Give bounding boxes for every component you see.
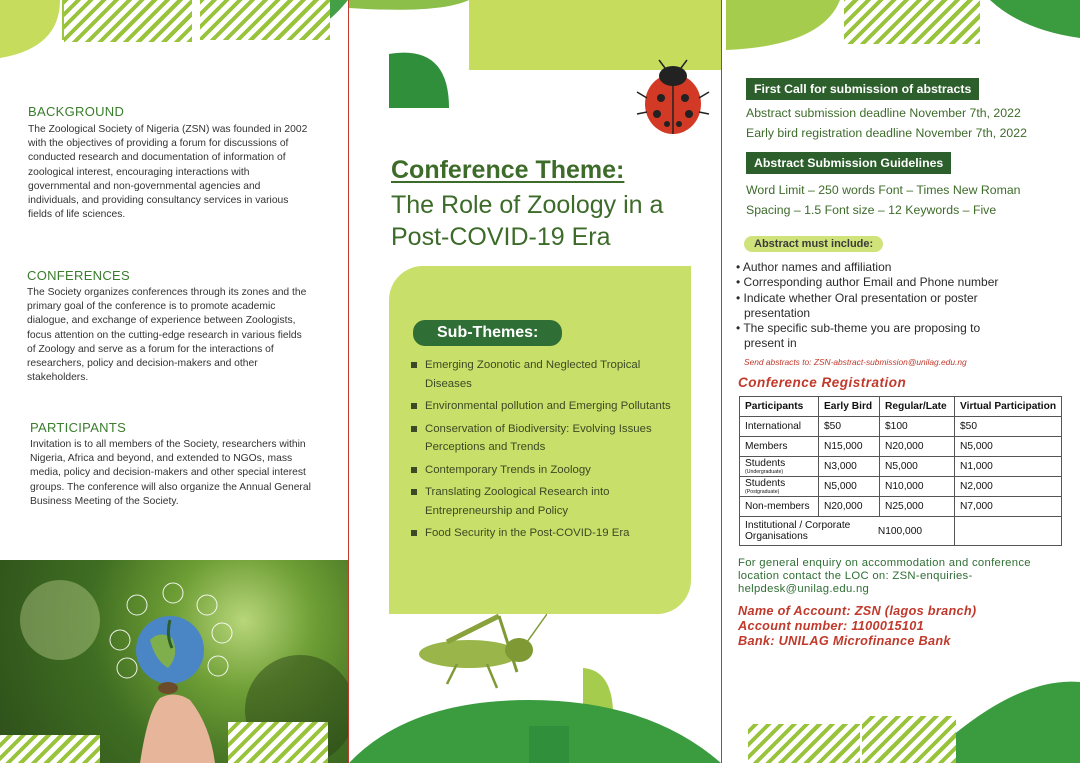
table-header: Virtual Participation xyxy=(955,397,1062,417)
account-number: Account number: 1100015101 xyxy=(738,619,924,633)
table-header: Participants xyxy=(740,397,819,417)
table-cell: N5,000 xyxy=(819,477,880,497)
table-cell: N25,000 xyxy=(880,497,955,517)
guideline-line: Spacing – 1.5 Font size – 12 Keywords – Five xyxy=(746,203,997,217)
institutional-value: N100,000 xyxy=(877,525,923,537)
conferences-title: CONFERENCES xyxy=(27,268,130,283)
table-cell: $50 xyxy=(955,417,1062,437)
list-item: Emerging Zoonotic and Neglected Tropical Diseases xyxy=(411,356,687,393)
table-cell: N2,000 xyxy=(955,477,1062,497)
send-abstracts-note: Send abstracts to: ZSN-abstract-submission@unilag.edu.ng xyxy=(744,357,967,367)
table-cell: International xyxy=(740,417,819,437)
table-cell: Members xyxy=(740,437,819,457)
stripe-pattern xyxy=(862,716,956,763)
panel-about xyxy=(0,0,348,763)
stripe-pattern xyxy=(0,735,100,763)
participants-text: Invitation is to all members of the Society, researchers within Nigeria, Africa and beyond, and extended to NGOs, mass media, policy and decision-makers and other special interest groups. The conference will also organize the Annual General Business Meeting of the Society. xyxy=(30,439,311,507)
panel-submission xyxy=(722,0,1080,763)
bottom-decoration xyxy=(349,650,721,763)
requirements-list xyxy=(736,260,1018,352)
table-cell: Non-members xyxy=(740,497,819,517)
table-cell xyxy=(740,477,819,497)
table-row xyxy=(740,437,1062,457)
stripe-pattern xyxy=(228,722,328,763)
table-cell: N10,000 xyxy=(880,477,955,497)
registration-table xyxy=(739,396,1062,546)
fold-line xyxy=(348,0,349,763)
conferences-text: The Society organizes conferences through its zones and the primary goal of the conference is to promote academic dialogue, and exchange of experience between Zoologists, focus attention on the cutting-edge research in various fields of Zoology and serve as a forum for the interactions of researchers, policy and decision-makers and other stakeholders. xyxy=(27,287,307,384)
subthemes-box xyxy=(389,266,691,614)
table-cell xyxy=(740,517,955,546)
table-row xyxy=(740,497,1062,517)
table-header: Early Bird xyxy=(819,397,880,417)
subthemes-label: Sub-Themes: xyxy=(413,320,562,346)
table-cell: N7,000 xyxy=(955,497,1062,517)
conference-theme xyxy=(391,156,711,253)
stripe-pattern xyxy=(748,724,860,763)
enquiry-text: For general enquiry on accommodation and conference location contact the LOC on: ZSN-enquiries-helpdesk@unilag.edu.ng xyxy=(738,557,1031,595)
stripe-pattern xyxy=(200,0,330,40)
earlybird-deadline: Early bird registration deadline November 7th, 2022 xyxy=(746,126,1027,140)
participant-label: Students xyxy=(745,478,786,489)
table-header: Regular/Late xyxy=(880,397,955,417)
bank-name: Bank: UNILAG Microfinance Bank xyxy=(738,634,951,648)
table-cell: N5,000 xyxy=(955,437,1062,457)
list-item: Conservation of Biodiversity: Evolving Issues Perceptions and Trends xyxy=(411,420,687,457)
table-row xyxy=(740,517,1062,546)
participant-sublabel: (Undergraduate) xyxy=(745,469,784,475)
table-cell: N20,000 xyxy=(880,437,955,457)
theme-text: The Role of Zoology in a Post-COVID-19 Era xyxy=(391,191,664,251)
participants-title: PARTICIPANTS xyxy=(30,420,127,435)
participant-label: Students xyxy=(745,458,786,469)
list-item: Contemporary Trends in Zoology xyxy=(411,461,687,480)
list-item: Translating Zoological Research into Entrepreneurship and Policy xyxy=(411,483,687,520)
stripe-pattern xyxy=(64,0,192,42)
table-cell xyxy=(740,457,819,477)
table-cell: N3,000 xyxy=(819,457,880,477)
account-name: Name of Account: ZSN (lagos branch) xyxy=(738,604,977,618)
first-call-heading: First Call for submission of abstracts xyxy=(746,78,979,100)
table-cell: N20,000 xyxy=(819,497,880,517)
list-item: • Corresponding author Email and Phone number xyxy=(736,275,999,290)
ladybug-icon xyxy=(635,58,713,140)
list-item: Environmental pollution and Emerging Pollutants xyxy=(411,397,687,416)
background-title: BACKGROUND xyxy=(28,104,125,119)
list-item: • Indicate whether Oral presentation or poster presentation xyxy=(736,290,978,320)
participant-sublabel: (Postgraduate) xyxy=(745,489,780,495)
subthemes-list xyxy=(411,356,687,547)
table-row xyxy=(740,477,1062,497)
list-item: Food Security in the Post-COVID-19 Era xyxy=(411,524,687,543)
list-item: • Author names and affiliation xyxy=(736,260,892,274)
guidelines-heading: Abstract Submission Guidelines xyxy=(746,152,951,174)
table-cell: $100 xyxy=(880,417,955,437)
panel-theme xyxy=(349,0,721,763)
theme-heading: Conference Theme: xyxy=(391,156,625,184)
table-header-row xyxy=(740,397,1062,417)
table-cell: $50 xyxy=(819,417,880,437)
table-row xyxy=(740,417,1062,437)
table-row xyxy=(740,457,1062,477)
must-include-label: Abstract must include: xyxy=(744,236,883,252)
background-text: The Zoological Society of Nigeria (ZSN) was founded in 2002 with the objectives of providing a forum for discussions of conducted research and documentation of information of zoological interest, encouraging interactions with governmental and non-governmental agencies and individuals, and providing consultancy services in various fields of life sciences. xyxy=(28,124,308,221)
table-cell: N1,000 xyxy=(955,457,1062,477)
table-cell xyxy=(955,517,1062,546)
bank-details xyxy=(738,604,976,649)
guideline-line: Word Limit – 250 words Font – Times New Roman xyxy=(746,183,1021,197)
list-item: • The specific sub-theme you are proposing to present in xyxy=(736,321,981,351)
stripe-pattern xyxy=(844,0,980,44)
fold-line xyxy=(721,0,722,763)
table-cell: N15,000 xyxy=(819,437,880,457)
abstract-deadline: Abstract submission deadline November 7th, 2022 xyxy=(746,106,1021,120)
registration-title: Conference Registration xyxy=(738,375,907,390)
institutional-label: Institutional / Corporate Organisations xyxy=(745,520,851,542)
table-cell: N5,000 xyxy=(880,457,955,477)
